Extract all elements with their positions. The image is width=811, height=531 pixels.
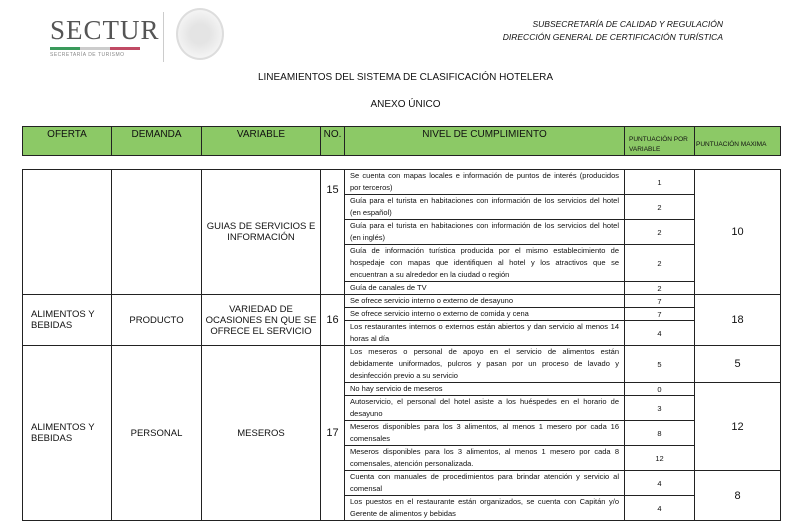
- logo-color-bar: [50, 47, 140, 50]
- number-cell: 16: [321, 295, 345, 346]
- oferta-cell: ALIMENTOS Y BEBIDAS: [23, 295, 112, 346]
- oferta-cell: [23, 170, 112, 295]
- col-puntuacion-variable: PUNTUACIÓN POR VARIABLE: [625, 127, 695, 156]
- demanda-cell: PERSONAL: [112, 346, 202, 521]
- criterion-description: Los puestos en el restaurante están organizados, se cuenta con Capitán y/o Gerente de alimentos y bebidas: [345, 496, 625, 521]
- table-row: [23, 295, 781, 308]
- header-department: [503, 18, 723, 44]
- max-score-cell: 10: [695, 170, 781, 295]
- criterion-points: 7: [625, 308, 695, 321]
- criterion-points: 2: [625, 220, 695, 245]
- criterion-description: Se ofrece servicio interno o externo de comida y cena: [345, 308, 625, 321]
- criterion-points: 12: [625, 446, 695, 471]
- criteria-table: [22, 169, 781, 521]
- criterion-description: Meseros disponibles para los 3 alimentos, al menos 1 mesero por cada 16 comensales: [345, 421, 625, 446]
- criterion-points: 2: [625, 245, 695, 282]
- document-subtitle: ANEXO ÚNICO: [370, 99, 441, 110]
- demanda-cell: PRODUCTO: [112, 295, 202, 346]
- max-score-cell: 8: [695, 471, 781, 521]
- col-oferta: OFERTA: [23, 127, 112, 156]
- criterion-description: Los meseros o personal de apoyo en el servicio de alimentos están debidamente uniformados, pulcros y pasan por un proceso de lavado y desinfección previo a su servicio: [345, 346, 625, 383]
- criterion-points: 2: [625, 195, 695, 220]
- national-seal-icon: [176, 8, 224, 60]
- document-title: LINEAMIENTOS DEL SISTEMA DE CLASIFICACIÓN HOTELERA: [257, 72, 554, 83]
- criterion-points: 3: [625, 396, 695, 421]
- variable-cell: VARIEDAD DE OCASIONES EN QUE SE OFRECE EL SERVICIO: [202, 295, 321, 346]
- oferta-cell: ALIMENTOS Y BEBIDAS: [23, 346, 112, 521]
- criterion-description: Guía para el turista en habitaciones con información de los servicios del hotel (en español): [345, 195, 625, 220]
- col-no: NO.: [321, 127, 345, 156]
- number-cell: 17: [321, 346, 345, 521]
- criterion-points: 4: [625, 496, 695, 521]
- demanda-cell: [112, 170, 202, 295]
- criterion-description: Guía de información turística producida por el mismo establecimiento de hospedaje con mapas que identifiquen al hotel y los atractivos que se encuentran a su alrededor en la ciudad o región: [345, 245, 625, 282]
- criterion-points: 0: [625, 383, 695, 396]
- criterion-description: Cuenta con manuales de procedimientos para brindar atención y servicio al comensal: [345, 471, 625, 496]
- col-demanda: DEMANDA: [112, 127, 202, 156]
- header-line-2: DIRECCIÓN GENERAL DE CERTIFICACIÓN TURÍSTICA: [502, 32, 723, 42]
- col-variable: VARIABLE: [202, 127, 321, 156]
- criterion-description: Se ofrece servicio interno o externo de desayuno: [345, 295, 625, 308]
- criterion-description: Se cuenta con mapas locales e información de puntos de interés (producidos por terceros): [345, 170, 625, 195]
- criterion-points: 5: [625, 346, 695, 383]
- criterion-points: 4: [625, 321, 695, 346]
- number-cell: 15: [321, 170, 345, 295]
- table-row: [23, 170, 781, 195]
- max-score-cell: 12: [695, 383, 781, 471]
- sectur-logo: [50, 15, 160, 58]
- variable-cell: GUIAS DE SERVICIOS E INFORMACIÓN: [202, 170, 321, 295]
- variable-cell: MESEROS: [202, 346, 321, 521]
- max-score-cell: 18: [695, 295, 781, 346]
- criterion-points: 2: [625, 282, 695, 295]
- header-line-1: SUBSECRETARÍA DE CALIDAD Y REGULACIÓN: [532, 19, 723, 29]
- col-puntuacion-maxima: PUNTUACIÓN MAXIMA: [695, 127, 781, 156]
- logo-subtitle: SECRETARÍA DE TURISMO: [50, 52, 125, 58]
- max-score-cell: 5: [695, 346, 781, 383]
- criterion-description: Autoservicio, el personal del hotel asiste a los huéspedes en el horario de desayuno: [345, 396, 625, 421]
- criterion-description: Los restaurantes internos o externos están abiertos y dan servicio al menos 14 horas al día: [345, 321, 625, 346]
- criterion-description: Guía para el turista en habitaciones con información de los servicios del hotel (en inglés): [345, 220, 625, 245]
- criterion-points: 4: [625, 471, 695, 496]
- criterion-description: No hay servicio de meseros: [345, 383, 625, 396]
- criterion-points: 7: [625, 295, 695, 308]
- table-header: [22, 126, 781, 156]
- col-nivel: NIVEL DE CUMPLIMIENTO: [345, 127, 625, 156]
- criterion-description: Meseros disponibles para los 3 alimentos, al menos 1 mesero por cada 8 comensales, atención personalizada.: [345, 446, 625, 471]
- logo-text: SECTUR: [50, 15, 160, 45]
- logo-divider: [163, 12, 164, 62]
- criterion-points: 8: [625, 421, 695, 446]
- criterion-points: 1: [625, 170, 695, 195]
- table-row: [23, 346, 781, 383]
- criterion-description: Guía de canales de TV: [345, 282, 625, 295]
